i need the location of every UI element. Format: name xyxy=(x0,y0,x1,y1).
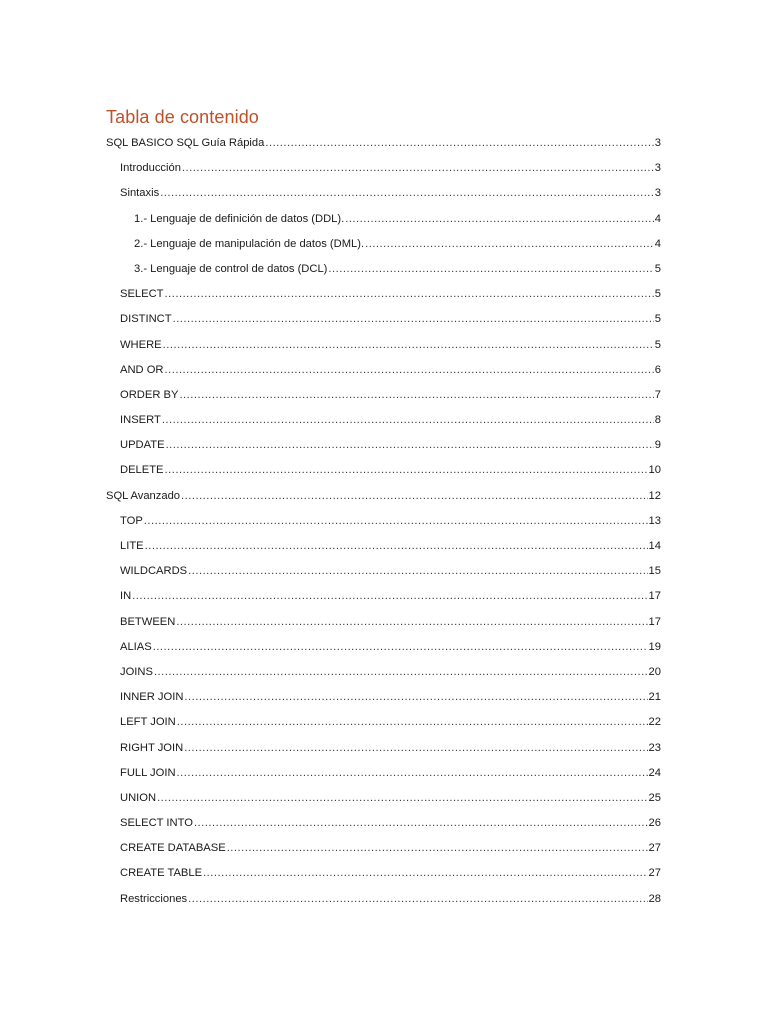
toc-dot-leader xyxy=(163,333,654,358)
toc-entry[interactable] xyxy=(106,736,661,761)
toc-entry-label[interactable]: JOINS xyxy=(120,665,153,678)
toc-page-number[interactable]: 24 xyxy=(648,766,661,779)
toc-entry[interactable] xyxy=(106,408,661,433)
toc-page-number[interactable]: 28 xyxy=(648,892,661,905)
toc-page-number[interactable]: 27 xyxy=(648,867,661,880)
toc-page-number[interactable]: 20 xyxy=(648,665,661,678)
toc-dot-leader xyxy=(345,207,654,232)
toc-entry[interactable] xyxy=(106,861,661,886)
toc-page-number[interactable]: 17 xyxy=(648,590,661,603)
toc-entry[interactable] xyxy=(106,534,661,559)
toc-page-number[interactable]: 3 xyxy=(654,187,661,200)
toc-page-number[interactable]: 25 xyxy=(648,791,661,804)
toc-entry[interactable] xyxy=(106,484,661,509)
toc-entry[interactable] xyxy=(106,786,661,811)
toc-dot-leader xyxy=(165,282,654,307)
toc-page-number[interactable]: 6 xyxy=(654,363,661,376)
toc-entry[interactable] xyxy=(106,131,661,156)
toc-page-number[interactable]: 9 xyxy=(654,439,661,452)
toc-entry-label[interactable]: WHERE xyxy=(120,338,162,351)
toc-entry-label[interactable]: FULL JOIN xyxy=(120,766,176,779)
toc-entry-label[interactable]: RIGHT JOIN xyxy=(120,741,184,754)
toc-dot-leader xyxy=(160,181,654,206)
toc-dot-leader xyxy=(165,458,648,483)
toc-page-number[interactable]: 10 xyxy=(648,464,661,477)
toc-dot-leader xyxy=(145,534,648,559)
toc-dot-leader xyxy=(365,232,654,257)
toc-dot-leader xyxy=(144,509,648,534)
toc-entry-label[interactable]: INSERT xyxy=(120,414,161,427)
toc-entry-label[interactable]: 2.- Lenguaje de manipulación de datos (DML). xyxy=(134,237,365,250)
toc-entry[interactable] xyxy=(106,559,661,584)
toc-entry-label[interactable]: CREATE DATABASE xyxy=(120,842,226,855)
toc-list xyxy=(106,131,661,912)
toc-entry-label[interactable]: SQL BASICO SQL Guía Rápida xyxy=(106,137,265,149)
toc-entry[interactable] xyxy=(106,257,661,282)
toc-page-number[interactable]: 22 xyxy=(648,716,661,729)
toc-dot-leader xyxy=(227,836,648,861)
toc-page-number[interactable]: 5 xyxy=(654,288,661,301)
toc-page-number[interactable]: 7 xyxy=(654,388,661,401)
toc-entry-label[interactable]: ALIAS xyxy=(120,640,152,653)
toc-dot-leader xyxy=(265,131,653,156)
toc-entry[interactable] xyxy=(106,383,661,408)
toc-entry-label[interactable]: SELECT xyxy=(120,288,164,301)
toc-dot-leader xyxy=(132,584,647,609)
toc-dot-leader xyxy=(177,761,648,786)
toc-dot-leader xyxy=(194,811,648,836)
toc-entry-label[interactable]: Restricciones xyxy=(120,892,188,905)
toc-entry-label[interactable]: Introducción xyxy=(120,162,181,175)
toc-page-number[interactable]: 4 xyxy=(654,237,661,250)
toc-entry[interactable] xyxy=(106,887,661,912)
toc-dot-leader xyxy=(184,685,647,710)
toc-entry-label[interactable]: INNER JOIN xyxy=(120,691,184,704)
toc-entry[interactable] xyxy=(106,836,661,861)
toc-entry[interactable] xyxy=(106,660,661,685)
toc-page-number[interactable]: 3 xyxy=(654,162,661,175)
toc-entry[interactable] xyxy=(106,156,661,181)
toc-dot-leader xyxy=(177,710,648,735)
toc-entry-label[interactable]: IN xyxy=(120,590,132,603)
toc-entry-label[interactable]: SELECT INTO xyxy=(120,817,193,830)
toc-dot-leader xyxy=(157,786,647,811)
toc-dot-leader xyxy=(179,383,653,408)
toc-entry-label[interactable]: 1.- Lenguaje de definición de datos (DDL). xyxy=(134,212,345,225)
toc-page-number[interactable]: 19 xyxy=(648,640,661,653)
toc-entry[interactable] xyxy=(106,635,661,660)
toc-dot-leader xyxy=(188,887,647,912)
toc-page-number[interactable]: 13 xyxy=(648,514,661,527)
toc-page-number[interactable]: 5 xyxy=(654,313,661,326)
toc-entry[interactable] xyxy=(106,333,661,358)
toc-entry[interactable] xyxy=(106,584,661,609)
toc-entry-label[interactable]: ORDER BY xyxy=(120,388,179,401)
toc-page-number[interactable]: 23 xyxy=(648,741,661,754)
toc-entry-label[interactable]: SQL Avanzado xyxy=(106,489,181,502)
toc-entry[interactable] xyxy=(106,207,661,232)
toc-page-number[interactable]: 27 xyxy=(648,842,661,855)
toc-dot-leader xyxy=(188,559,647,584)
toc-page-number[interactable]: 5 xyxy=(654,262,661,275)
toc-dot-leader xyxy=(173,307,654,332)
toc-page-number[interactable]: 12 xyxy=(648,489,661,502)
toc-page-number[interactable]: 3 xyxy=(654,137,661,149)
toc-dot-leader xyxy=(203,861,647,886)
toc-dot-leader xyxy=(328,257,653,282)
toc-entry-label[interactable]: AND OR xyxy=(120,363,164,376)
toc-entry-label[interactable]: DISTINCT xyxy=(120,313,172,326)
toc-entry[interactable] xyxy=(106,610,661,635)
toc-page-number[interactable]: 8 xyxy=(654,414,661,427)
toc-page-number[interactable]: 5 xyxy=(654,338,661,351)
toc-page-number[interactable]: 14 xyxy=(648,540,661,552)
toc-page-number[interactable]: 17 xyxy=(648,615,661,628)
toc-entry[interactable] xyxy=(106,358,661,383)
toc-dot-leader xyxy=(153,635,648,660)
toc-entry[interactable] xyxy=(106,307,661,332)
toc-title: Tabla de contenido xyxy=(106,107,259,127)
toc-entry[interactable] xyxy=(106,685,661,710)
toc-entry[interactable] xyxy=(106,761,661,786)
toc-entry-label[interactable]: CREATE TABLE xyxy=(120,867,203,880)
toc-page-number[interactable]: 4 xyxy=(654,212,661,225)
toc-entry-label[interactable]: UPDATE xyxy=(120,439,165,452)
toc-entry[interactable] xyxy=(106,811,661,836)
toc-dot-leader xyxy=(162,408,654,433)
toc-entry-label[interactable]: LEFT JOIN xyxy=(120,716,176,729)
toc-dot-leader xyxy=(176,610,647,635)
toc-dot-leader xyxy=(166,433,654,458)
toc-entry[interactable] xyxy=(106,710,661,735)
toc-dot-leader xyxy=(184,736,647,761)
toc-entry[interactable] xyxy=(106,433,661,458)
toc-dot-leader xyxy=(181,484,648,509)
toc-page-number[interactable]: 26 xyxy=(648,817,661,830)
toc-entry[interactable] xyxy=(106,282,661,307)
toc-dot-leader xyxy=(154,660,648,685)
toc-entry-label[interactable]: WILDCARDS xyxy=(120,565,188,578)
toc-dot-leader xyxy=(165,358,654,383)
toc-dot-leader xyxy=(182,156,654,181)
toc-entry-label[interactable]: LITE xyxy=(120,540,144,552)
toc-page-number[interactable]: 21 xyxy=(648,691,661,704)
toc-entry[interactable] xyxy=(106,232,661,257)
toc-entry-label[interactable]: UNION xyxy=(120,791,157,804)
toc-entry-label[interactable]: 3.- Lenguaje de control de datos (DCL) xyxy=(134,262,328,275)
toc-page-number[interactable]: 15 xyxy=(648,565,661,578)
toc-entry-label[interactable]: BETWEEN xyxy=(120,615,176,628)
toc-entry-label[interactable]: Sintaxis xyxy=(120,187,160,200)
toc-entry[interactable] xyxy=(106,458,661,483)
toc-entry[interactable] xyxy=(106,181,661,206)
toc-entry-label[interactable]: TOP xyxy=(120,514,143,527)
toc-entry-label[interactable]: DELETE xyxy=(120,464,164,477)
toc-entry[interactable] xyxy=(106,509,661,534)
